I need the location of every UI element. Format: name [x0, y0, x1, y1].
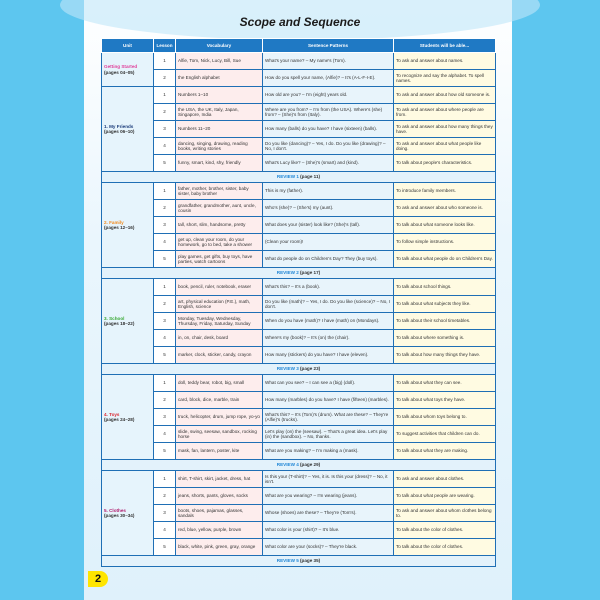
review-cell — [102, 460, 496, 471]
objective-cell: To ask and answer about what people like doing. — [394, 138, 496, 155]
unit-pages: (pages 18–22) — [104, 321, 135, 326]
vocabulary-cell: tall, short, slim, handsome, pretty — [176, 217, 263, 234]
table-row — [102, 296, 496, 313]
lesson-number: 2 — [154, 200, 176, 217]
lesson-number: 4 — [154, 234, 176, 251]
objective-cell: To talk about the color of clothes. — [394, 539, 496, 556]
lesson-number: 3 — [154, 313, 176, 330]
sentence-pattern-cell: This is my (father). — [263, 183, 394, 200]
objective-cell: To talk about what they are making. — [394, 443, 496, 460]
table-row — [102, 426, 496, 443]
sentence-pattern-cell: How do you spell your name, (Alfie)? – It's (A-L-F-I-E). — [263, 70, 394, 87]
sentence-pattern-cell: What's this? – It's a (book). — [263, 279, 394, 296]
review-row — [102, 268, 496, 279]
unit-name: 4. Toys — [104, 411, 120, 417]
table-row — [102, 443, 496, 460]
lesson-number: 2 — [154, 296, 176, 313]
review-row — [102, 460, 496, 471]
objective-cell: To ask and answer about names. — [394, 53, 496, 70]
objective-cell: To talk about people's characteristics. — [394, 155, 496, 172]
sentence-pattern-cell: What's your name? – My name's (Tom). — [263, 53, 394, 70]
header-sentence-patterns: Sentence Patterns — [263, 39, 394, 53]
sentence-pattern-cell: What does your (sister) look like? (She)'s (tall). — [263, 217, 394, 234]
scope-sequence-table — [101, 38, 496, 567]
lesson-number: 5 — [154, 347, 176, 364]
lesson-number: 5 — [154, 155, 176, 172]
objective-cell: To talk about where something is. — [394, 330, 496, 347]
review-label: REVIEW 3 — [276, 366, 299, 372]
table-row — [102, 522, 496, 539]
sentence-pattern-cell: When do you have (math)? I have (math) on (Mondays). — [263, 313, 394, 330]
sentence-pattern-cell: How many (balls) do you have? I have (sixteen) (balls). — [263, 121, 394, 138]
vocabulary-cell: father, mother, brother, sister, baby sister, baby brother — [176, 183, 263, 200]
vocabulary-cell: Alfie, Tom, Nick, Lucy, Bill, Sue — [176, 53, 263, 70]
vocabulary-cell: red, blue, yellow, purple, brown — [176, 522, 263, 539]
review-pages: (page 23) — [300, 366, 321, 372]
sentence-pattern-cell: Is this your (T-shirt)? – Yes, it is. Is this your (dress)? – No, it isn't. — [263, 471, 394, 488]
sentence-pattern-cell: What are you making? – I'm making a (mask). — [263, 443, 394, 460]
page-number: 2 — [88, 571, 108, 587]
lesson-number: 4 — [154, 138, 176, 155]
table-row — [102, 53, 496, 70]
objective-cell: To ask and answer about who someone is. — [394, 200, 496, 217]
review-label: REVIEW 4 — [276, 462, 299, 468]
table-row — [102, 251, 496, 268]
header-vocabulary: Vocabulary — [176, 39, 263, 53]
sentence-pattern-cell: Whose (shoes) are these? – They're (Tom's). — [263, 505, 394, 522]
lesson-number: 4 — [154, 330, 176, 347]
lesson-number: 3 — [154, 409, 176, 426]
unit-pages: (pages 06–10) — [104, 129, 135, 134]
table-row — [102, 70, 496, 87]
vocabulary-cell: grandfather, grandmother, aunt, uncle, cousin — [176, 200, 263, 217]
review-pages: (page 29) — [300, 462, 321, 468]
review-pages: (page 11) — [300, 174, 321, 180]
objective-cell: To ask and answer about clothes. — [394, 471, 496, 488]
vocabulary-cell: doll, teddy bear, robot, big, small — [176, 375, 263, 392]
lesson-number: 4 — [154, 522, 176, 539]
objective-cell: To talk about how many things they have. — [394, 347, 496, 364]
objective-cell: To introduce family members. — [394, 183, 496, 200]
objective-cell: To talk about whom toys belong to. — [394, 409, 496, 426]
unit-cell — [102, 87, 154, 172]
unit-name: 1. My Friends — [104, 123, 134, 129]
objective-cell: To ask and answer about how old someone is. — [394, 87, 496, 104]
objective-cell: To ask and answer about how many things they have. — [394, 121, 496, 138]
review-pages: (page 17) — [300, 270, 321, 276]
review-cell — [102, 172, 496, 183]
review-cell — [102, 268, 496, 279]
sentence-pattern-cell: What can you see? – I can see a (big) (doll). — [263, 375, 394, 392]
vocabulary-cell: truck, helicopter, drum, jump rope, yo-yo — [176, 409, 263, 426]
table-row — [102, 409, 496, 426]
unit-pages: (pages 04–05) — [104, 69, 135, 75]
objective-cell: To talk about what someone looks like. — [394, 217, 496, 234]
objective-cell: To talk about what subjects they like. — [394, 296, 496, 313]
table-header-row — [102, 39, 496, 53]
objective-cell: To talk about what people do on Children's Day. — [394, 251, 496, 268]
review-label: REVIEW 1 — [276, 174, 299, 180]
table-row — [102, 217, 496, 234]
vocabulary-cell: Numbers 11–20 — [176, 121, 263, 138]
table-row — [102, 155, 496, 172]
review-cell — [102, 556, 496, 567]
sentence-pattern-cell: What do people do on Children's Day? They (buy toys). — [263, 251, 394, 268]
table-row — [102, 87, 496, 104]
vocabulary-cell: card, block, dice, marble, train — [176, 392, 263, 409]
sentence-pattern-cell: Who's (she)? – (She's) my (aunt). — [263, 200, 394, 217]
vocabulary-cell: jeans, shorts, pants, gloves, socks — [176, 488, 263, 505]
unit-name: Getting Started — [104, 64, 138, 70]
table-row — [102, 313, 496, 330]
header-lesson: Lesson — [154, 39, 176, 53]
unit-name: 3. School — [104, 315, 125, 321]
review-row — [102, 364, 496, 375]
review-pages: (page 35) — [300, 558, 321, 564]
lesson-number: 5 — [154, 539, 176, 556]
sentence-pattern-cell: What color are your (socks)? – They're black. — [263, 539, 394, 556]
unit-cell — [102, 183, 154, 268]
table-row — [102, 279, 496, 296]
vocabulary-cell: art, physical education (P.E.), math, English, science — [176, 296, 263, 313]
sentence-pattern-cell: (Clean your room)! — [263, 234, 394, 251]
vocabulary-cell: marker, clock, sticker, candy, crayon — [176, 347, 263, 364]
sentence-pattern-cell: What's this? – It's (Tom)'s (drum). What are these? – They're (Alfie)'s (trucks). — [263, 409, 394, 426]
lesson-number: 3 — [154, 505, 176, 522]
lesson-number: 1 — [154, 279, 176, 296]
header-students-will-be-able: Students will be able... — [394, 39, 496, 53]
lesson-number: 2 — [154, 70, 176, 87]
lesson-number: 4 — [154, 426, 176, 443]
vocabulary-cell: shirt, T-shirt, skirt, jacket, dress, hat — [176, 471, 263, 488]
sentence-pattern-cell: How old are you? – I'm (eight) years old. — [263, 87, 394, 104]
table-row — [102, 347, 496, 364]
vocabulary-cell: boots, shoes, pajamas, glasses, sandals — [176, 505, 263, 522]
lesson-number: 2 — [154, 392, 176, 409]
unit-cell — [102, 375, 154, 460]
objective-cell: To talk about school things. — [394, 279, 496, 296]
unit-name: 2. Family — [104, 219, 124, 225]
unit-name: 5. Clothes — [104, 507, 126, 513]
table-row — [102, 121, 496, 138]
table-row — [102, 471, 496, 488]
sentence-pattern-cell: What are you wearing? – I'm wearing (jeans). — [263, 488, 394, 505]
unit-pages: (pages 24–28) — [104, 417, 135, 422]
sentence-pattern-cell: Where are you from? – I'm from (the USA). Where's (she) from? – (She)'s from (Italy). — [263, 104, 394, 121]
table-row — [102, 234, 496, 251]
sentence-pattern-cell: How many (stickers) do you have? I have (eleven). — [263, 347, 394, 364]
review-label: REVIEW 2 — [276, 270, 299, 276]
lesson-number: 3 — [154, 217, 176, 234]
review-row — [102, 556, 496, 567]
unit-cell — [102, 279, 154, 364]
lesson-number: 5 — [154, 443, 176, 460]
objective-cell: To talk about the color of clothes. — [394, 522, 496, 539]
vocabulary-cell: the English alphabet — [176, 70, 263, 87]
vocabulary-cell: play games, get gifts, buy toys, have parties, watch cartoons — [176, 251, 263, 268]
vocabulary-cell: Numbers 1–10 — [176, 87, 263, 104]
table-row — [102, 488, 496, 505]
table-row — [102, 138, 496, 155]
lesson-number: 2 — [154, 488, 176, 505]
unit-pages: (pages 12–16) — [104, 225, 135, 230]
sentence-pattern-cell: Where's my (book)? – It's (on) the (chair). — [263, 330, 394, 347]
table-row — [102, 539, 496, 556]
sentence-pattern-cell: What's Lucy like? – (She)'s (smart) and (kind). — [263, 155, 394, 172]
objective-cell: To talk about what people are wearing. — [394, 488, 496, 505]
lesson-number: 1 — [154, 375, 176, 392]
page-title: Scope and Sequence — [239, 15, 361, 29]
sentence-pattern-cell: How many (marbles) do you have? I have (fifteen) (marbles). — [263, 392, 394, 409]
objective-cell: To ask and answer about where people are from. — [394, 104, 496, 121]
vocabulary-cell: slide, swing, seesaw, sandbox, rocking horse — [176, 426, 263, 443]
objective-cell: To talk about what toys they have. — [394, 392, 496, 409]
vocabulary-cell: get up, clean your room, do your homework, go to bed, take a shower — [176, 234, 263, 251]
unit-pages: (pages 30–34) — [104, 513, 135, 518]
objective-cell: To talk about their school timetables. — [394, 313, 496, 330]
table-row — [102, 200, 496, 217]
table-row — [102, 392, 496, 409]
vocabulary-cell: book, pencil, ruler, notebook, eraser — [176, 279, 263, 296]
unit-cell — [102, 53, 154, 87]
objective-cell: To ask and answer about whom clothes belong to. — [394, 505, 496, 522]
table-row — [102, 183, 496, 200]
lesson-number: 1 — [154, 471, 176, 488]
review-cell — [102, 364, 496, 375]
lesson-number: 5 — [154, 251, 176, 268]
objective-cell: To recognize and say the alphabet. To spell names. — [394, 70, 496, 87]
vocabulary-cell: the USA, the UK, Italy, Japan, Singapore, India — [176, 104, 263, 121]
lesson-number: 1 — [154, 183, 176, 200]
review-row — [102, 172, 496, 183]
table-row — [102, 330, 496, 347]
vocabulary-cell: Monday, Tuesday, Wednesday, Thursday, Friday, Saturday, Sunday — [176, 313, 263, 330]
objective-cell: To suggest activities that children can do. — [394, 426, 496, 443]
lesson-number: 3 — [154, 121, 176, 138]
sentence-pattern-cell: What color is your (shirt)? – It's blue. — [263, 522, 394, 539]
unit-cell — [102, 471, 154, 556]
objective-cell: To talk about what they can see. — [394, 375, 496, 392]
vocabulary-cell: in, on, chair, desk, board — [176, 330, 263, 347]
vocabulary-cell: funny, smart, kind, shy, friendly — [176, 155, 263, 172]
table-row — [102, 375, 496, 392]
header-unit: Unit — [102, 39, 154, 53]
sentence-pattern-cell: Let's play (on) the (seesaw). – That's a great idea. Let's play (in) the (sandbox). – No, thanks. — [263, 426, 394, 443]
table-row — [102, 505, 496, 522]
lesson-number: 1 — [154, 53, 176, 70]
vocabulary-cell: mask, fan, lantern, poster, kite — [176, 443, 263, 460]
objective-cell: To follow simple instructions. — [394, 234, 496, 251]
review-label: REVIEW 5 — [276, 558, 299, 564]
sentence-pattern-cell: Do you like (dancing)? – Yes, I do. Do you like (drawing)? – No, I don't. — [263, 138, 394, 155]
lesson-number: 1 — [154, 87, 176, 104]
lesson-number: 2 — [154, 104, 176, 121]
vocabulary-cell: black, white, pink, green, gray, orange — [176, 539, 263, 556]
sentence-pattern-cell: Do you like (math)? – Yes, I do. Do you like (science)? – No, I don't. — [263, 296, 394, 313]
table-row — [102, 104, 496, 121]
vocabulary-cell: dancing, singing, drawing, reading books, writing stories — [176, 138, 263, 155]
